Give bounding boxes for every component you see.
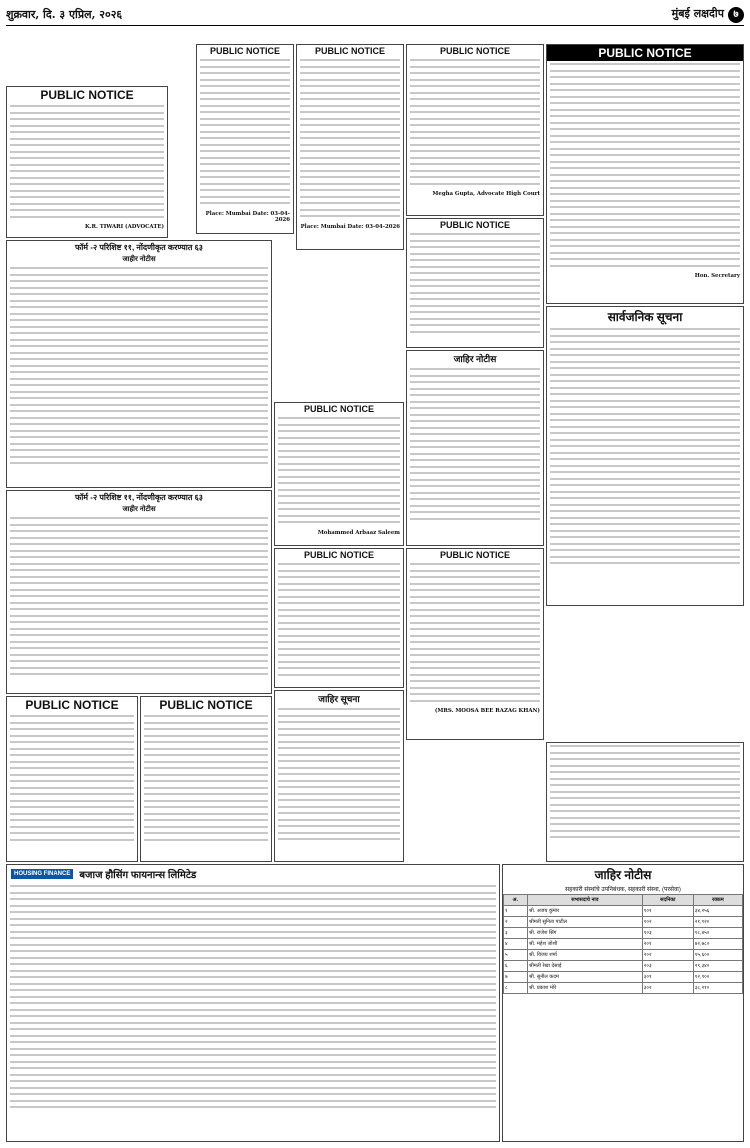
- notice-1-signer: K.R. TIWARI (ADVOCATE): [84, 224, 164, 230]
- notice-6-title: जाहिर नोटीस: [453, 354, 497, 364]
- notice-17: [140, 696, 272, 862]
- notice-12-title: PUBLIC NOTICE: [303, 550, 374, 560]
- notice-11: [406, 548, 544, 740]
- table-row: ७ श्री. सुनील कदम ३०१ १२,९००: [504, 972, 743, 983]
- table-row: ८ श्री. प्रकाश मोरे ३०२ ३८,२१०: [504, 983, 743, 994]
- notice-10: [274, 690, 404, 862]
- notice-9: [274, 402, 404, 546]
- bajaj-logo: HOUSING FINANCE: [11, 869, 73, 879]
- notice-11-title: PUBLIC NOTICE: [439, 550, 510, 560]
- notice-7-sub: जाहीर नोटीस: [122, 256, 156, 263]
- masthead-date: शुक्रवार, दि. ३ एप्रिल, २०२६: [6, 8, 123, 21]
- notice-12: [274, 548, 404, 688]
- masthead-paper: मुंबई लक्षदीप ७: [672, 6, 744, 23]
- notice-3-title: PUBLIC NOTICE: [314, 46, 385, 56]
- notice-2-title: PUBLIC NOTICE: [209, 46, 280, 56]
- notice-16-title: PUBLIC NOTICE: [25, 698, 119, 712]
- notice-8: [6, 490, 272, 694]
- notice-18: [6, 864, 500, 1142]
- notice-14-title: सार्वजनिक सूचना: [607, 310, 683, 324]
- notice-9-title: PUBLIC NOTICE: [303, 404, 374, 414]
- notice-2-footer: Place: Mumbai Date: 03-04-2026: [205, 210, 290, 223]
- notice-4: [406, 44, 544, 216]
- notice-5-signer: Hon. Secretary: [694, 273, 740, 279]
- notice-15-sub: सहकारी संस्थांचे उपनिबंधक, सहकारी संस्था, (परसेवा): [565, 887, 681, 893]
- notice-18-title: बजाज हौसिंग फायनान्स लिमिटेड: [79, 870, 197, 881]
- notice-3-footer: Place: Mumbai Date: 03-04-2026: [300, 223, 400, 230]
- page-number: ७: [728, 7, 744, 23]
- notice-17-title: PUBLIC NOTICE: [159, 698, 253, 712]
- dues-table: [503, 894, 743, 994]
- notice-8-title: फॉर्म -२ परिशिष्ट ११, नोंदणीकृत करण्यात ६३: [75, 493, 203, 502]
- col-header: सभासदाचे नाव: [527, 895, 642, 906]
- notice-15: [502, 864, 744, 1142]
- notice-4-signer: Megha Gupta, Advocate High Court: [432, 191, 540, 197]
- col-header: रक्कम: [693, 895, 742, 906]
- notice-13-title: PUBLIC NOTICE: [439, 220, 510, 230]
- notice-9-signer: Mohammed Arbaaz Saleem: [317, 529, 400, 536]
- col-header: अ.: [504, 895, 528, 906]
- notice-15-title: जाहिर नोटीस: [594, 868, 652, 882]
- notice-7: [6, 240, 272, 488]
- notice-16: [6, 696, 138, 862]
- notice-13: [406, 218, 544, 348]
- table-row: ५ श्री. विजय शर्मा २०२ १५,६००: [504, 950, 743, 961]
- table-row: ३ श्री. राजेश सिंग १०३ १८,४५०: [504, 928, 743, 939]
- notice-5-title: PUBLIC NOTICE: [547, 45, 743, 61]
- notice-1-title: PUBLIC NOTICE: [40, 88, 134, 102]
- table-row: ४ श्री. महेश जोशी २०१ ४२,७८०: [504, 939, 743, 950]
- table-row: १ श्री. अजय कुमार १०१ ३४,२५६: [504, 906, 743, 917]
- notice-14b: [546, 742, 744, 862]
- notice-1: [6, 86, 168, 238]
- notice-5: [546, 44, 744, 304]
- table-row: २ श्रीमती सुनिता पाटील १०२ २१,१२०: [504, 917, 743, 928]
- notice-6: [406, 350, 544, 546]
- masthead: [6, 4, 744, 26]
- col-header: सदनिका: [642, 895, 693, 906]
- notice-10-title: जाहिर सूचना: [318, 694, 360, 704]
- table-row: ६ श्रीमती रेखा देसाई २०३ २९,३४०: [504, 961, 743, 972]
- notice-2: [196, 44, 294, 234]
- notice-11-signer: (MRS. MOOSA BEE RAZAG KHAN): [434, 708, 540, 714]
- notice-8-sub: जाहीर नोटीस: [122, 506, 156, 513]
- notice-14: [546, 306, 744, 606]
- notice-7-title: फॉर्म -२ परिशिष्ट ११, नोंदणीकृत करण्यात ६३: [75, 243, 203, 252]
- notice-3: [296, 44, 404, 250]
- notice-4-title: PUBLIC NOTICE: [439, 46, 510, 56]
